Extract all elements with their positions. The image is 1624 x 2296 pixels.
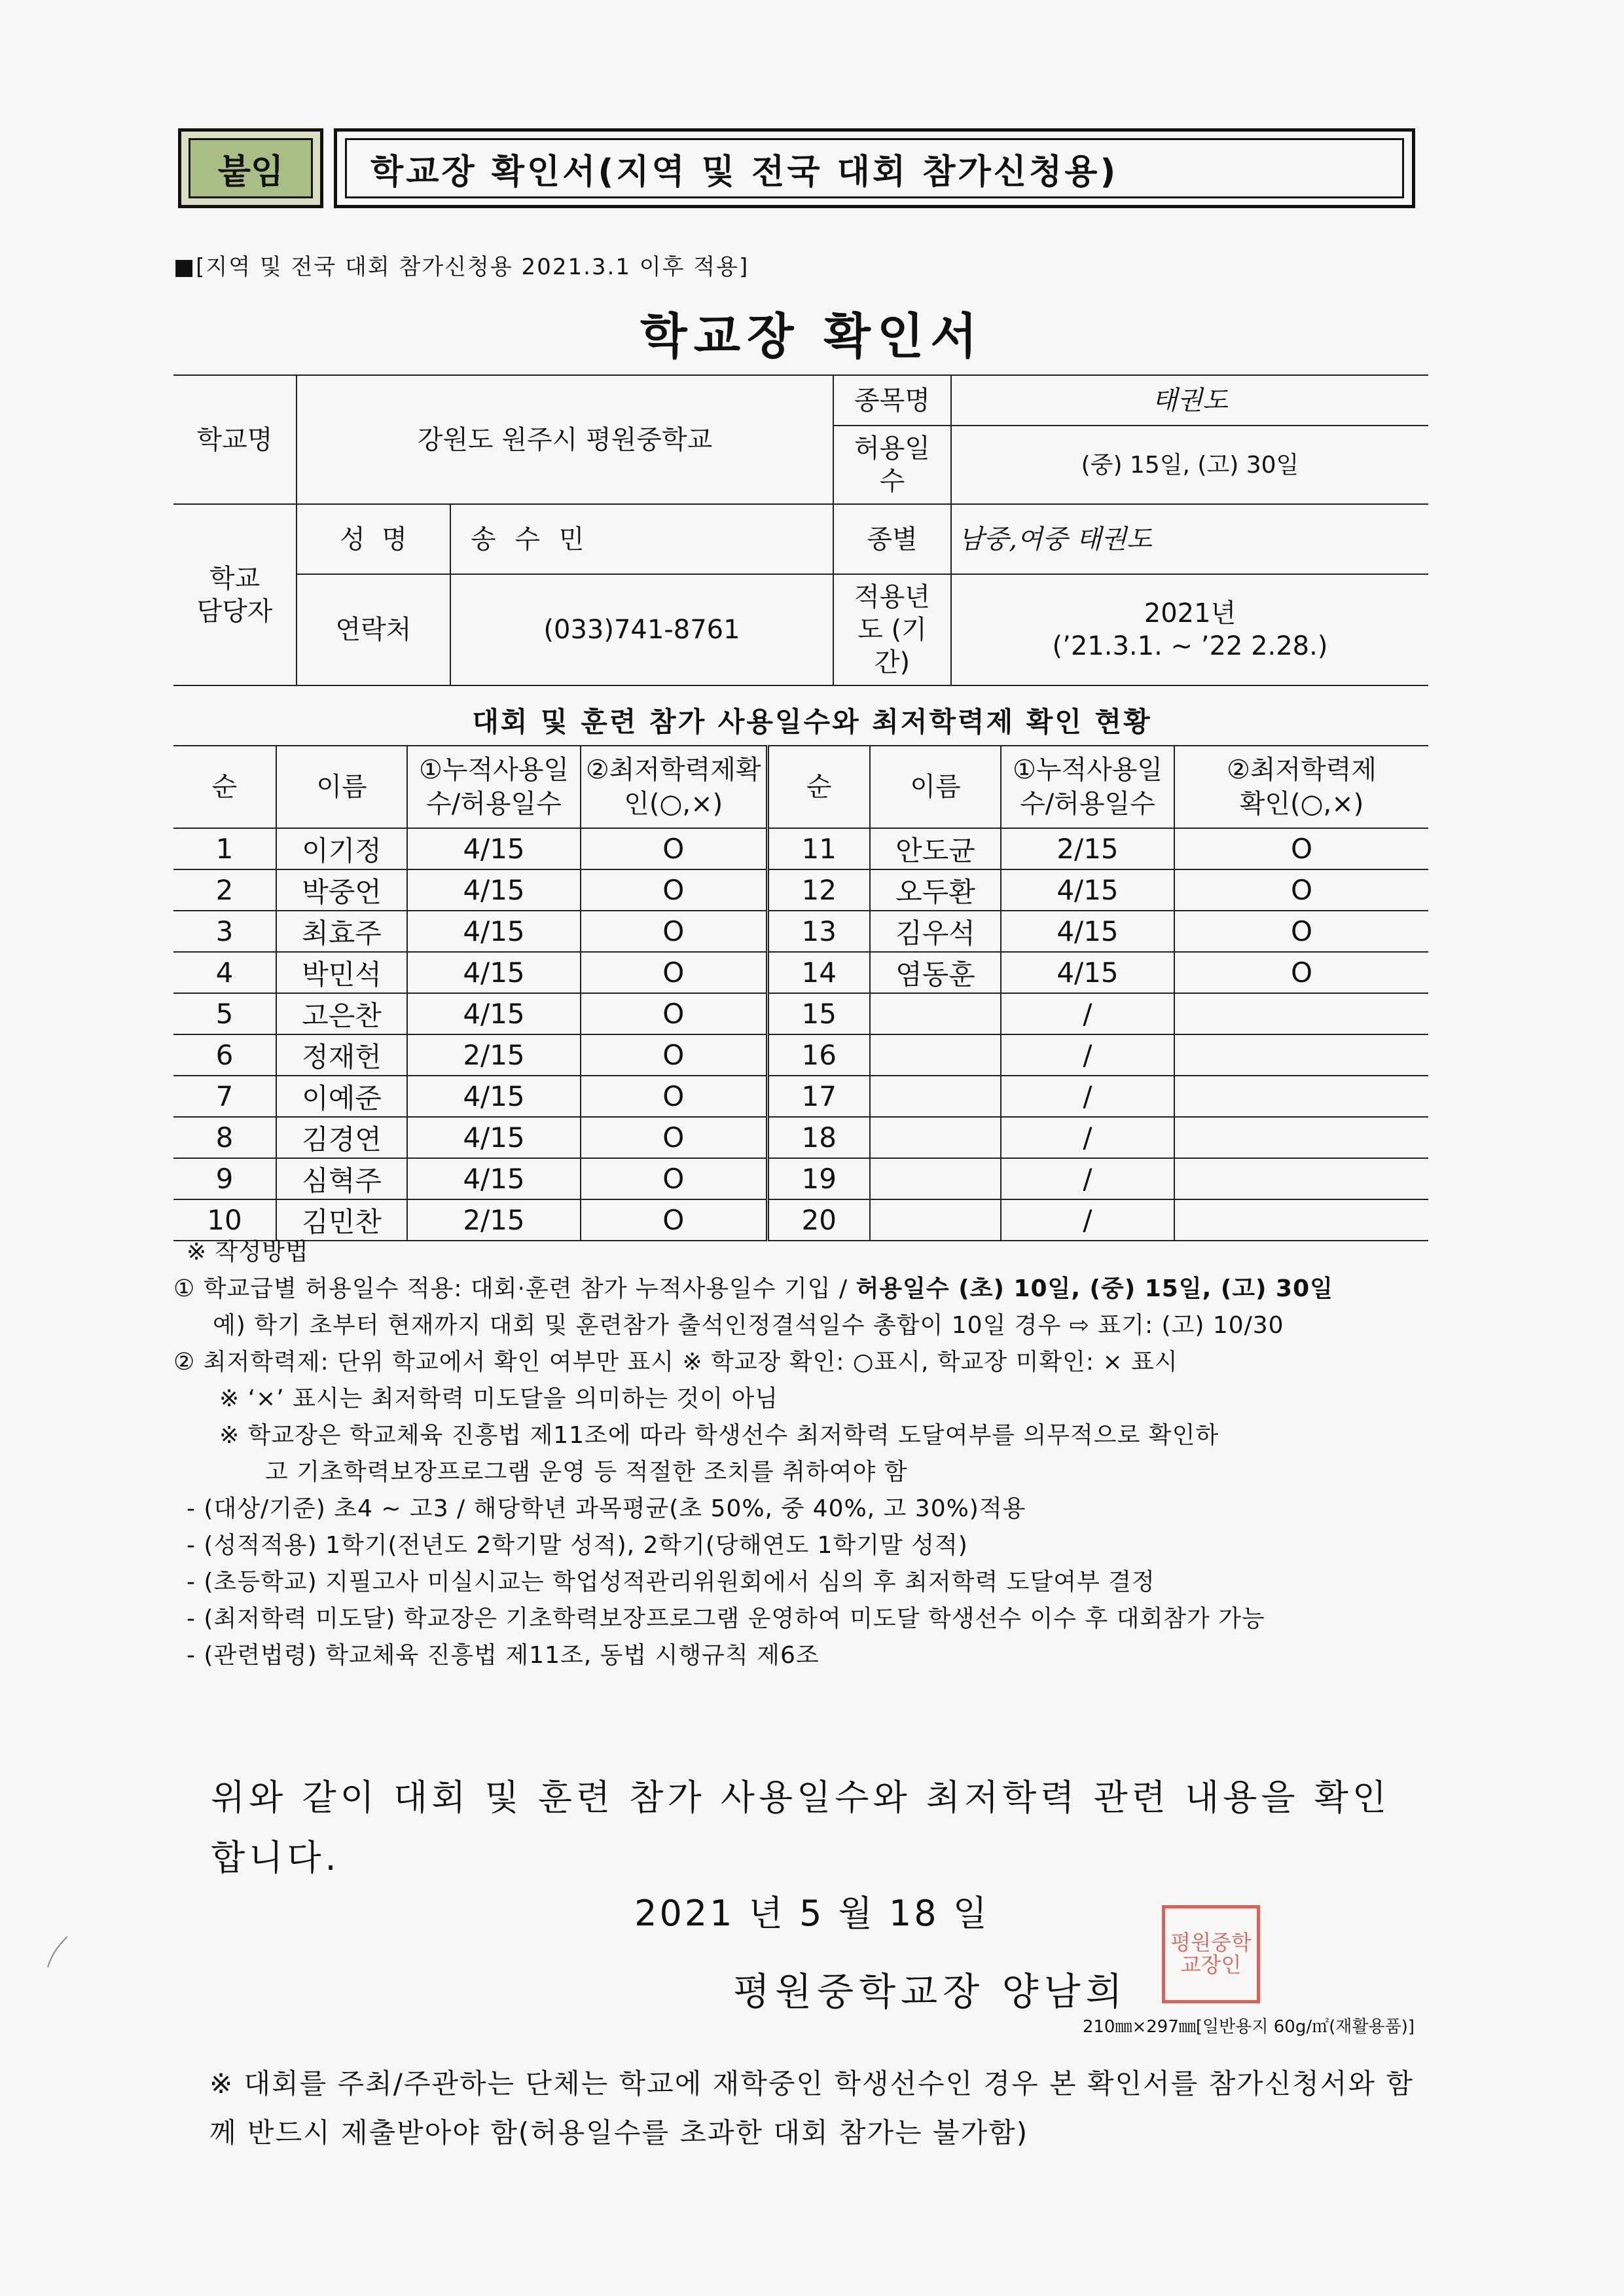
athlete-row [173,911,1428,952]
athlete-row [173,993,1428,1034]
athlete-row [173,1158,1428,1199]
athlete-name: 안도균 [870,828,1001,869]
contact-label: 연락처 [297,574,450,685]
athlete-days: 4/15 [1001,869,1174,911]
athlete-name: 심혁주 [276,1158,407,1199]
athlete-no: 20 [767,1199,870,1241]
name-label: 성 명 [297,504,450,574]
attachment-badge [178,128,323,208]
athlete-days: / [1001,1158,1174,1199]
athlete-no: 6 [173,1034,276,1076]
detail-2: - (성적적용) 1학기(전년도 2학기말 성적), 2학기(당해연도 1학기말 성적) [187,1532,968,1559]
document-title: 학교장 확인서 [640,308,984,365]
header-days-right: ①누적사용일수/허용일수 [1001,746,1174,828]
athlete-days: / [1001,1034,1174,1076]
athlete-no: 7 [173,1076,276,1117]
athlete-no: 11 [767,828,870,869]
school-value: 강원도 원주시 평원중학교 [297,375,833,504]
manager-label: 학교 담당자 [173,504,297,685]
athlete-days: / [1001,993,1174,1034]
athlete-academic: O [581,911,767,952]
detail-3: - (초등학교) 지필고사 미실시교는 학업성적관리위원회에서 심의 후 최저학력 도달여부 결정 [187,1569,1155,1595]
athlete-days: / [1001,1076,1174,1117]
athlete-academic: O [581,1034,767,1076]
athlete-days: 4/15 [407,911,581,952]
athlete-days: / [1001,1199,1174,1241]
athlete-name: 이기정 [276,828,407,869]
athlete-days: 4/15 [407,1076,581,1117]
note-2-b1: ※ 학교장은 학교체육 진흥법 제11조에 따라 학생선수 최저학력 도달여부를 의무적으로 확인하 [219,1422,1219,1449]
athlete-academic: O [581,869,767,911]
athlete-academic: O [581,1076,767,1117]
sport-value: 태권도 [951,375,1428,426]
athlete-academic [1174,1034,1428,1076]
athlete-no: 9 [173,1158,276,1199]
athlete-name [870,1117,1001,1158]
category-value: 남중,여중 태권도 [951,504,1428,574]
athlete-academic: O [581,993,767,1034]
principal-signature: 평원중학교장 양남희 [733,1969,1128,2014]
athlete-no: 2 [173,869,276,911]
header-academic-right: ②최저학력제확인(○,×) [1174,746,1428,828]
athlete-days: 4/15 [407,1158,581,1199]
name-value: 송 수 민 [450,504,833,574]
header-name-left: 이름 [276,746,407,828]
athlete-name: 이예준 [276,1076,407,1117]
athlete-row [173,1076,1428,1117]
athlete-no: 3 [173,911,276,952]
confirmation-text: 위와 같이 대회 및 훈련 참가 사용일수와 최저학력 관련 내용을 확인합니다. [211,1777,1391,1878]
athlete-name: 오두환 [870,869,1001,911]
athlete-name: 고은찬 [276,993,407,1034]
athlete-no: 12 [767,869,870,911]
athlete-no: 13 [767,911,870,952]
header-name-right: 이름 [870,746,1001,828]
athlete-academic: O [1174,952,1428,993]
athlete-row [173,952,1428,993]
athlete-days: 4/15 [407,869,581,911]
athlete-days: / [1001,1117,1174,1158]
athlete-no: 18 [767,1117,870,1158]
athlete-academic: O [581,828,767,869]
footnote: ※ 대회를 주최/주관하는 단체는 학교에 재학중인 학생선수인 경우 본 확인서를 참가신청서와 함께 반드시 제출받아야 함(허용일수를 초과한 대회 참가는 불가함) [209,2068,1414,2149]
athlete-days: 2/15 [407,1199,581,1241]
note-1-text: ① 학교급별 허용일수 적용: 대회·훈련 참가 누적사용일수 기입 / [173,1275,856,1302]
note-2-b2: 고 기초학력보장프로그램 운영 등 적절한 조치를 취하여야 함 [265,1459,908,1485]
athlete-academic [1174,993,1428,1034]
athlete-academic: O [1174,828,1428,869]
note-1 [173,1271,1428,1307]
athlete-no: 4 [173,952,276,993]
note-2-a: ※ ‘×’ 표시는 최저학력 미도달을 의미하는 것이 아님 [219,1385,779,1412]
athlete-days: 4/15 [407,1117,581,1158]
athlete-academic: O [581,1158,767,1199]
athlete-days: 4/15 [1001,952,1174,993]
athlete-name [870,1034,1001,1076]
sport-label: 종목명 [833,375,951,426]
allowed-days-label: 허용일수 [833,426,951,504]
year-period: (’21.3.1. ~ ’22 2.28.) [1052,631,1328,661]
athlete-name: 김우석 [870,911,1001,952]
pen-mark [45,1931,71,1971]
subheading: ■[지역 및 전국 대회 참가신청용 2021.3.1 이후 적용] [173,254,749,280]
header-title: 학교장 확인서(지역 및 전국 대회 참가신청용) [345,138,1404,198]
athlete-academic: O [581,1199,767,1241]
athlete-name [870,1076,1001,1117]
athlete-no: 5 [173,993,276,1034]
athlete-academic: O [1174,911,1428,952]
athlete-no: 17 [767,1076,870,1117]
athlete-name: 박중언 [276,869,407,911]
athlete-table [173,745,1428,1241]
detail-4: - (최저학력 미도달) 학교장은 기초학력보장프로그램 운영하여 미도달 학생선수 이수 후 대회참가 가능 [187,1605,1265,1632]
note-2: ② 최저학력제: 단위 학교에서 확인 여부만 표시 ※ 학교장 확인: ○표시, 학교장 미확인: × 표시 [173,1349,1178,1376]
athlete-no: 14 [767,952,870,993]
athlete-academic: O [1174,869,1428,911]
header-no-right: 순 [767,746,870,828]
detail-5: - (관련법령) 학교체육 진흥법 제11조, 동법 시행규칙 제6조 [187,1642,820,1669]
note-1-example: 예) 학기 초부터 현재까지 대회 및 훈련참가 출석인정결석일수 총합이 10일 경우 ⇨ 표기: (고) 10/30 [213,1312,1284,1339]
athlete-days: 2/15 [407,1034,581,1076]
athlete-academic: O [581,952,767,993]
header-no-left: 순 [173,746,276,828]
athlete-table-caption: 대회 및 훈련 참가 사용일수와 최저학력제 확인 현황 [472,706,1152,738]
athlete-academic [1174,1117,1428,1158]
contact-value: (033)741-8761 [450,574,833,685]
header-days-left: ①누적사용일수/허용일수 [407,746,581,828]
athlete-days: 4/15 [1001,911,1174,952]
athlete-name [870,1158,1001,1199]
athlete-no: 8 [173,1117,276,1158]
athlete-days: 4/15 [407,993,581,1034]
athlete-name [870,993,1001,1034]
athlete-name: 염동훈 [870,952,1001,993]
issue-date: 2021 년 5 월 18 일 [634,1893,990,1934]
note-1-bold: 허용일수 (초) 10일, (중) 15일, (고) 30일 [856,1275,1333,1302]
athlete-no: 10 [173,1199,276,1241]
athlete-academic: O [581,1117,767,1158]
athlete-no: 16 [767,1034,870,1076]
athlete-no: 19 [767,1158,870,1199]
athlete-row [173,828,1428,869]
athlete-academic [1174,1158,1428,1199]
athlete-row [173,1117,1428,1158]
athlete-academic [1174,1076,1428,1117]
allowed-days-value: (중) 15일, (고) 30일 [951,426,1428,504]
official-seal: 평원중학교장인 [1162,1905,1260,2003]
athlete-name: 최효주 [276,911,407,952]
notes-title: ※ 작성방법 [187,1239,309,1266]
athlete-no: 1 [173,828,276,869]
athlete-name: 김경연 [276,1117,407,1158]
athlete-row [173,1034,1428,1076]
header-academic-left: ②최저학력제확인(○,×) [581,746,767,828]
athlete-no: 15 [767,993,870,1034]
category-label: 종별 [833,504,951,574]
athlete-days: 2/15 [1001,828,1174,869]
year-cell [951,574,1428,685]
header-title-box [334,128,1415,208]
year-value: 2021년 [1144,598,1236,629]
detail-1: - (대상/기준) 초4 ~ 고3 / 해당학년 과목평균(초 50%, 중 40%, 고 30%)적용 [187,1495,1026,1522]
instructions [173,1234,1428,1674]
athlete-row [173,869,1428,911]
athlete-days: 4/15 [407,828,581,869]
school-info-table [173,374,1428,686]
paper-spec: 210㎜×297㎜[일반용지 60g/㎡(재활용품)] [1082,2017,1415,2037]
athlete-name: 김민찬 [276,1199,407,1241]
school-label: 학교명 [173,375,297,504]
athlete-name: 정재헌 [276,1034,407,1076]
athlete-days: 4/15 [407,952,581,993]
athlete-name: 박민석 [276,952,407,993]
year-label: 적용년도 (기간) [833,574,951,685]
attachment-badge-label: 붙임 [189,138,313,198]
